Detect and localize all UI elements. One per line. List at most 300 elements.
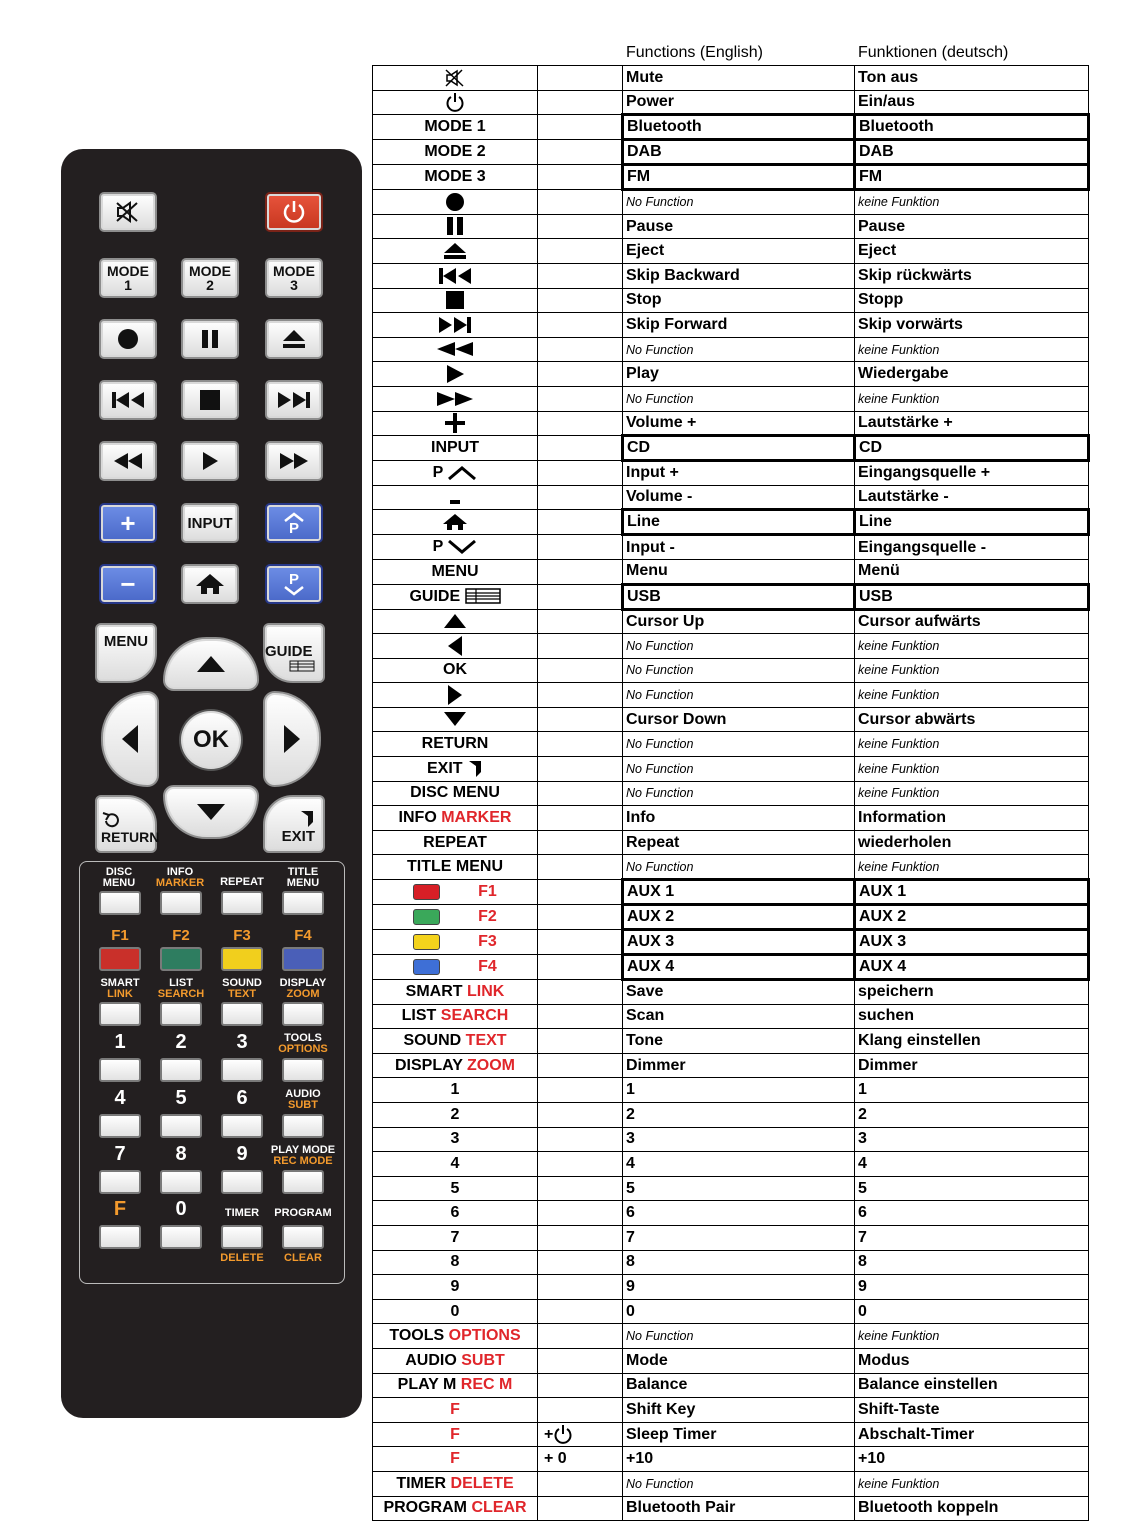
display-zoom-label: DISPLAY ZOOM [279,977,327,1000]
guide-button[interactable]: GUIDE [263,623,325,683]
modifier-cell [538,90,623,115]
digit-1-button[interactable] [99,1058,141,1082]
function-german-cell: Eingangsquelle + [855,461,1089,486]
power-icon [445,93,465,110]
digit-3-button[interactable] [221,1058,263,1082]
eject-icon [443,242,467,259]
key-label-secondary: F4 [478,958,497,976]
table-row [373,1299,1089,1324]
key-label: 5 [450,1179,460,1197]
mode2-button[interactable]: MODE 2 [181,258,239,298]
rewind-button[interactable] [99,441,157,481]
tools-options-label: TOOLS OPTIONS [278,1032,328,1055]
clear-label: CLEAR [284,1252,322,1264]
list-button[interactable] [160,1002,202,1026]
modifier-cell [538,1250,623,1275]
home-icon [195,573,225,595]
function-english-cell: Input + [623,461,855,486]
remote-control-illustration [61,149,362,1418]
function-english-cell: No Function [623,337,855,362]
exit-icon [467,760,483,777]
f1-red-button[interactable] [99,947,141,971]
f4-blue-button[interactable] [282,947,324,971]
key-cell [373,1496,538,1521]
key-label: 6 [450,1204,460,1222]
function-english-cell: Volume - [623,485,855,510]
modifier-cell [538,510,623,535]
key-label: EXIT [426,759,467,777]
function-german-cell: Stopp [855,288,1089,313]
minus-icon [449,489,461,506]
function-english-cell: Mode [623,1348,855,1373]
color-swatch-icon [413,909,440,925]
function-english-cell: AUX 4 [623,955,855,980]
function-english-cell: Balance [623,1373,855,1398]
color-swatch-icon [413,934,440,950]
digit-2-label: 2 [175,1031,187,1053]
function-english-cell: Bluetooth [623,115,855,140]
key-cell [373,930,538,955]
modifier-cell [538,1373,623,1398]
delete-label: DELETE [220,1252,264,1264]
table-row [373,1496,1089,1521]
function-german-cell: 3 [855,1127,1089,1152]
modifier-cell [538,461,623,486]
function-english-cell: No Function [623,634,855,659]
modifier-cell [538,362,623,387]
function-german-cell: keine Funktion [855,757,1089,782]
program-label: PROGRAM [274,1207,332,1219]
modifier-cell [538,386,623,411]
f-button[interactable] [99,1225,141,1249]
modifier-cell [538,683,623,708]
key-cell [373,1004,538,1029]
function-english-cell: No Function [623,658,855,683]
modifier-cell [538,559,623,584]
modifier-cell [538,732,623,757]
function-german-cell: speichern [855,980,1089,1005]
key-label: 2 [450,1105,460,1123]
up-arrow-icon [196,655,226,673]
key-cell [373,362,538,387]
table-row [373,658,1089,683]
table-row [373,830,1089,855]
volume-plus-button[interactable] [99,503,157,543]
pause-icon [200,329,220,349]
digit-6-button[interactable] [221,1114,263,1138]
key-cell [373,559,538,584]
rew-icon [436,341,474,358]
table-row [373,1324,1089,1349]
home-icon [442,513,468,530]
key-cell [373,1176,538,1201]
function-english-cell: 8 [623,1250,855,1275]
modifier-cell [538,1471,623,1496]
digit-5-label: 5 [175,1087,187,1109]
key-cell [373,165,538,190]
f-label: F [113,1198,127,1220]
modifier-cell [538,1053,623,1078]
function-german-cell: DAB [855,140,1089,165]
table-row [373,584,1089,609]
function-english-cell: Repeat [623,830,855,855]
input-button[interactable]: INPUT [181,503,239,543]
modifier-cell [538,263,623,288]
modifier-cell [538,1496,623,1521]
return-button[interactable]: RETURN [95,795,157,853]
key-cell [373,411,538,436]
function-german-cell: Line [855,510,1089,535]
power-button[interactable] [265,192,323,232]
function-german-cell: wiederholen [855,830,1089,855]
digit-4-button[interactable] [99,1114,141,1138]
smart-link-label: SMART LINK [100,977,140,1000]
function-english-cell: 1 [623,1078,855,1103]
play-icon [202,452,218,470]
repeat-button[interactable] [221,891,263,915]
home-button[interactable] [181,564,239,604]
function-english-cell: 4 [623,1152,855,1177]
function-german-cell: 8 [855,1250,1089,1275]
table-row [373,1348,1089,1373]
record-button[interactable] [99,319,157,359]
table-row [373,1127,1089,1152]
right-icon [447,686,463,703]
key-cell [373,190,538,215]
color-swatch-icon [413,884,440,900]
modifier-cell [538,1348,623,1373]
key-label: TOOLS [389,1327,449,1345]
table-row [373,165,1089,190]
function-english-cell: DAB [623,140,855,165]
function-english-cell: Cursor Up [623,609,855,634]
mute-icon [115,201,141,223]
title-menu-button[interactable] [282,891,324,915]
digit-6-label: 6 [236,1087,248,1109]
key-cell [373,880,538,905]
play-icon [446,365,464,382]
modifier-cell [538,288,623,313]
fast-forward-button[interactable] [265,441,323,481]
skip-back-button[interactable] [99,380,157,420]
modifier-cell [538,165,623,190]
table-row [373,411,1089,436]
key-cell [373,90,538,115]
function-german-cell: keine Funktion [855,1471,1089,1496]
table-row [373,535,1089,560]
key-label-secondary: TEXT [465,1032,507,1050]
function-german-cell: AUX 3 [855,930,1089,955]
key-cell [373,1201,538,1226]
key-label: DISPLAY [394,1056,468,1074]
table-row [373,1078,1089,1103]
function-german-cell: Modus [855,1348,1089,1373]
digit-4-label: 4 [114,1087,126,1109]
exit-icon [299,810,315,828]
function-english-cell: Info [623,806,855,831]
key-cell [373,683,538,708]
key-cell [373,214,538,239]
function-german-cell: 4 [855,1152,1089,1177]
key-label: MODE 3 [424,168,486,186]
table-row [373,1152,1089,1177]
key-label: INFO [398,809,442,827]
display-button[interactable] [282,1002,324,1026]
digit-0-label: 0 [175,1198,187,1220]
skip-forward-button[interactable] [265,380,323,420]
key-cell [373,1447,538,1472]
key-label: REPEAT [423,833,487,851]
function-german-cell: keine Funktion [855,683,1089,708]
function-german-cell: Skip vorwärts [855,313,1089,338]
audio-button[interactable] [282,1114,324,1138]
plus-icon [445,414,465,431]
key-label: LIST [401,1007,441,1025]
function-english-cell: AUX 2 [623,905,855,930]
table-row [373,1053,1089,1078]
function-german-cell: AUX 2 [855,905,1089,930]
mode1-button[interactable]: MODE 1 [99,258,157,298]
function-german-cell: CD [855,436,1089,461]
digit-2-button[interactable] [160,1058,202,1082]
ok-button[interactable]: OK [179,709,243,771]
info-button[interactable] [160,891,202,915]
modifier-cell [538,214,623,239]
timer-button[interactable] [221,1225,263,1249]
column-header-english: Functions (English) [626,44,763,61]
key-label-secondary: F3 [478,933,497,951]
key-cell [373,609,538,634]
function-german-cell: keine Funktion [855,732,1089,757]
key-label: MENU [431,562,479,580]
table-row [373,386,1089,411]
function-english-cell: Shift Key [623,1398,855,1423]
function-english-cell: Eject [623,239,855,264]
key-cell [373,707,538,732]
pause-button[interactable] [181,319,239,359]
modifier-cell [538,707,623,732]
stop-icon [200,390,220,410]
key-cell [373,1250,538,1275]
modifier-cell [538,658,623,683]
function-english-cell: No Function [623,757,855,782]
key-label-secondary: SEARCH [440,1007,509,1025]
volume-minus-button[interactable] [99,564,157,604]
table-row [373,683,1089,708]
table-row [373,1225,1089,1250]
modifier-cell [538,584,623,609]
modifier-cell [538,239,623,264]
digit-8-button[interactable] [160,1170,202,1194]
modifier-cell [538,1176,623,1201]
f3-yellow-button[interactable] [221,947,263,971]
record-icon [445,193,465,210]
function-english-cell: Skip Forward [623,313,855,338]
key-cell [373,1348,538,1373]
key-cell [373,535,538,560]
digit-1-label: 1 [114,1031,126,1053]
key-label: MODE 1 [424,118,486,136]
key-label: AUDIO [405,1351,462,1369]
key-label-secondary: CLEAR [471,1499,527,1517]
modifier-cell [538,535,623,560]
function-english-cell: Sleep Timer [623,1422,855,1447]
p-down-button[interactable]: P [265,564,323,604]
digit-7-label: 7 [114,1143,126,1165]
key-cell [373,1078,538,1103]
table-row [373,66,1089,91]
function-german-cell: Lautstärke - [855,485,1089,510]
function-english-cell: Volume + [623,411,855,436]
function-german-cell: FM [855,165,1089,190]
key-cell [373,66,538,91]
digit-7-button[interactable] [99,1170,141,1194]
function-german-cell: Abschalt-Timer [855,1422,1089,1447]
key-label-secondary: F1 [478,883,497,901]
function-english-cell: Line [623,510,855,535]
table-row [373,90,1089,115]
stop-button[interactable] [181,380,239,420]
table-row [373,263,1089,288]
chevron-down-icon [283,586,305,596]
modifier-cell [538,1078,623,1103]
key-label: 9 [450,1277,460,1295]
return-icon [101,811,121,829]
tools-button[interactable] [282,1058,324,1082]
modifier-cell [538,313,623,338]
function-german-cell: Information [855,806,1089,831]
record-icon [117,328,139,350]
table-row [373,214,1089,239]
modifier-cell [538,115,623,140]
digit-0-button[interactable] [160,1225,202,1249]
cursor-up-button[interactable] [163,637,259,691]
function-english-cell: AUX 3 [623,930,855,955]
key-label: TITLE MENU [407,858,503,876]
f2-green-button[interactable] [160,947,202,971]
modifier-cell [538,980,623,1005]
program-button[interactable] [282,1225,324,1249]
modifier-cell [538,190,623,215]
function-english-cell: Play [623,362,855,387]
exit-button[interactable]: EXIT [263,795,325,853]
function-english-cell: Scan [623,1004,855,1029]
guide-icon [465,588,501,605]
sound-button[interactable] [221,1002,263,1026]
function-english-cell: 2 [623,1103,855,1128]
key-label-secondary: SUBT [461,1351,505,1369]
key-cell [373,732,538,757]
table-row [373,362,1089,387]
right-arrow-icon [283,724,301,754]
function-german-cell: 6 [855,1201,1089,1226]
key-label: OK [443,661,467,679]
key-label: SMART [405,982,467,1000]
table-row [373,239,1089,264]
smart-button[interactable] [99,1002,141,1026]
key-label: PROGRAM [383,1499,472,1517]
function-german-cell: keine Funktion [855,634,1089,659]
function-english-cell: Pause [623,214,855,239]
function-english-cell: No Function [623,1324,855,1349]
function-english-cell: No Function [623,386,855,411]
function-english-cell: No Function [623,683,855,708]
mode3-button[interactable]: MODE 3 [265,258,323,298]
table-row [373,313,1089,338]
digit-5-button[interactable] [160,1114,202,1138]
minus-icon: − [120,568,136,599]
key-label: PLAY M [397,1376,461,1394]
power-icon [553,1426,573,1443]
key-label: INPUT [431,439,479,457]
table-row [373,707,1089,732]
left-icon [447,637,463,654]
digit-9-label: 9 [236,1143,248,1165]
power-icon [281,199,307,225]
key-label-secondary: REC M [460,1376,513,1394]
mute-button[interactable] [99,192,157,232]
function-english-cell: Bluetooth Pair [623,1496,855,1521]
f2-label: F2 [172,927,190,944]
modifier-cell [538,1152,623,1177]
key-cell [373,1127,538,1152]
sound-text-label: SOUND TEXT [222,977,262,1000]
eject-button[interactable] [265,319,323,359]
table-row [373,1398,1089,1423]
menu-button[interactable]: MENU [95,623,157,683]
cursor-right-button[interactable] [263,691,321,787]
disc-menu-label: DISC MENU [102,866,136,889]
table-row [373,880,1089,905]
cursor-left-button[interactable] [101,691,159,787]
modifier-cell [538,1127,623,1152]
table-row [373,461,1089,486]
table-row [373,1176,1089,1201]
down-arrow-icon [196,803,226,821]
function-german-cell: +10 [855,1447,1089,1472]
function-german-cell: 1 [855,1078,1089,1103]
function-english-cell: FM [623,165,855,190]
function-german-cell: Skip rückwärts [855,263,1089,288]
disc-menu-button[interactable] [99,891,141,915]
play-mode-button[interactable] [282,1170,324,1194]
function-german-cell: 0 [855,1299,1089,1324]
key-cell [373,1029,538,1054]
key-cell [373,980,538,1005]
function-german-cell: Cursor aufwärts [855,609,1089,634]
digit-9-button[interactable] [221,1170,263,1194]
table-row [373,288,1089,313]
function-german-cell: keine Funktion [855,386,1089,411]
key-cell [373,510,538,535]
prev-icon [438,267,472,284]
key-cell [373,905,538,930]
table-row [373,1422,1089,1447]
function-english-cell: CD [623,436,855,461]
play-button[interactable] [181,441,239,481]
cursor-down-button[interactable] [163,785,259,839]
table-row [373,757,1089,782]
function-english-cell: Mute [623,66,855,91]
key-cell [373,337,538,362]
key-label: 0 [450,1302,460,1320]
modifier-cell [538,485,623,510]
function-german-cell: Lautstärke + [855,411,1089,436]
audio-subt-label: AUDIO SUBT [285,1088,321,1111]
table-row [373,1275,1089,1300]
p-up-button[interactable]: P [265,503,323,543]
key-cell [373,1373,538,1398]
